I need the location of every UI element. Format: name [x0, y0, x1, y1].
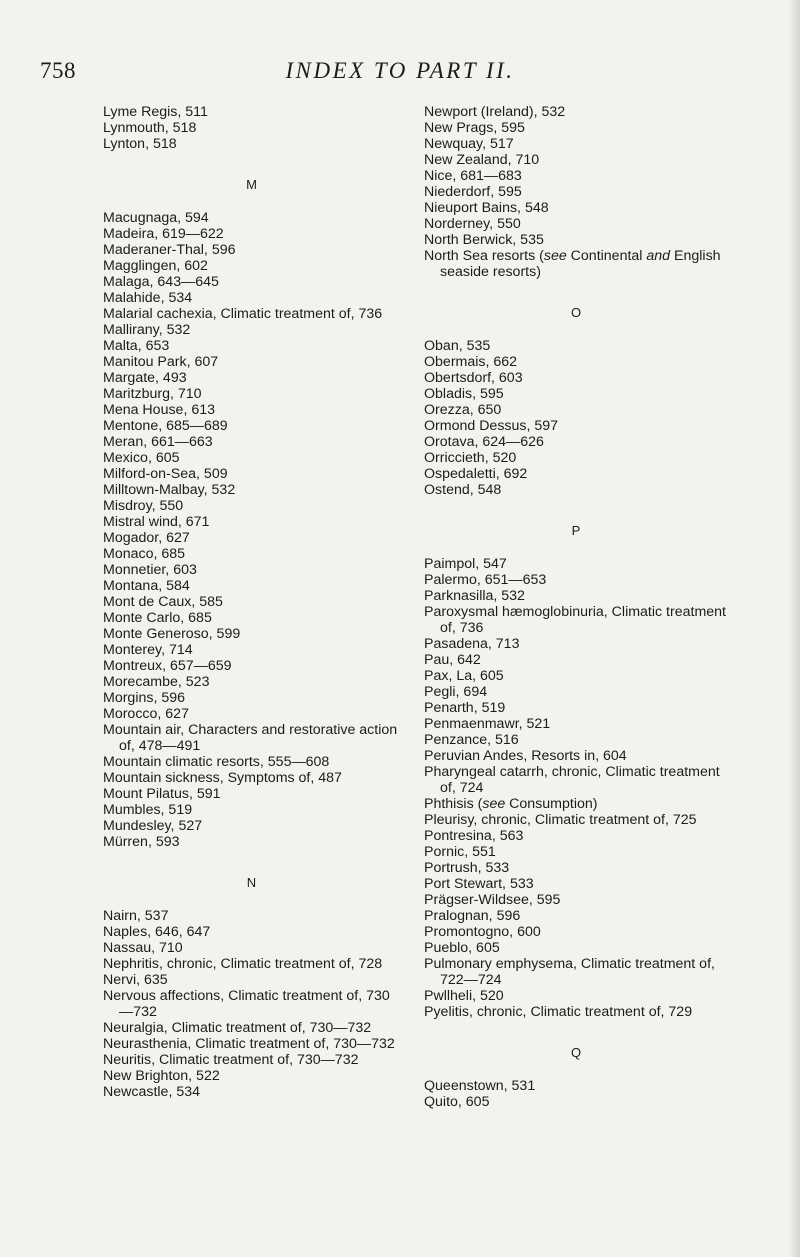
index-entry: Monte Generoso, 599 — [103, 626, 241, 642]
index-entry: Montreux, 657—659 — [103, 658, 232, 674]
index-entry: Pax, La, 605 — [424, 668, 504, 684]
index-entry: Magglingen, 602 — [103, 258, 208, 274]
index-entry — [424, 796, 728, 812]
index-entry: Pwllheli, 520 — [424, 988, 504, 1004]
index-entry: Manitou Park, 607 — [103, 354, 219, 370]
index-entry: Nephritis, chronic, Climatic treatment of, 728 — [103, 956, 383, 972]
index-entry: Mistral wind, 671 — [103, 514, 210, 530]
index-entry: Ormond Dessus, 597 — [424, 418, 559, 434]
index-entry: North Berwick, 535 — [424, 232, 544, 248]
index-entry: Nice, 681—683 — [424, 168, 522, 184]
page-number: 758 — [40, 58, 76, 83]
entry-text-part: North Sea resorts ( — [424, 248, 544, 264]
index-entry: Neuralgia, Climatic treatment of, 730—732 — [103, 1020, 372, 1036]
index-column-right — [424, 104, 728, 1110]
index-entry: Penarth, 519 — [424, 700, 506, 716]
entry-text-part: English seaside resorts) — [440, 248, 721, 280]
index-entry: Morecambe, 523 — [103, 674, 210, 690]
index-entry: Meran, 661—663 — [103, 434, 213, 450]
index-entry: Newport (Ireland), 532 — [424, 104, 566, 120]
index-entry: Monaco, 685 — [103, 546, 186, 562]
index-entry: Mumbles, 519 — [103, 802, 193, 818]
index-entry: Monterey, 714 — [103, 642, 193, 658]
index-entry: Pharyngeal catarrh, chronic, Climatic treatment of, 724 — [424, 764, 720, 796]
index-entry: Norderney, 550 — [424, 216, 521, 232]
index-entry: Mentone, 685—689 — [103, 418, 228, 434]
index-entry: New Prags, 595 — [424, 120, 525, 136]
index-entry: Madeira, 619—622 — [103, 226, 224, 242]
index-entry: Mallirany, 532 — [103, 322, 191, 338]
index-entry — [424, 248, 728, 280]
index-entry: Oban, 535 — [424, 338, 491, 354]
index-entry: Mundesley, 527 — [103, 818, 203, 834]
index-entry: Malaga, 643—645 — [103, 274, 219, 290]
index-entry: Newcastle, 534 — [103, 1084, 200, 1100]
index-entry: Orezza, 650 — [424, 402, 502, 418]
index-entry: Palermo, 651—653 — [424, 572, 547, 588]
index-entry: Nervi, 635 — [103, 972, 168, 988]
index-entry: Paimpol, 547 — [424, 556, 507, 572]
index-entry: Pontresina, 563 — [424, 828, 524, 844]
index-entry: Maritzburg, 710 — [103, 386, 202, 402]
index-entry: Mont de Caux, 585 — [103, 594, 223, 610]
index-entry: New Zealand, 710 — [424, 152, 540, 168]
index-entry: Pasadena, 713 — [424, 636, 520, 652]
section-letter: Q — [570, 1045, 582, 1060]
index-entry: Pralognan, 596 — [424, 908, 521, 924]
index-entry: Nairn, 537 — [103, 908, 169, 924]
index-entry: Pegli, 694 — [424, 684, 488, 700]
index-entry: Naples, 646, 647 — [103, 924, 211, 940]
running-title: INDEX TO PART II. — [285, 58, 515, 83]
index-entry: Promontogno, 600 — [424, 924, 541, 940]
index-entry: Pau, 642 — [424, 652, 481, 668]
index-entry: Morocco, 627 — [103, 706, 189, 722]
index-entry: Peruvian Andes, Resorts in, 604 — [424, 748, 627, 764]
index-entry: Monnetier, 603 — [103, 562, 197, 578]
index-entry: Lyme Regis, 511 — [103, 104, 208, 120]
section-letter: N — [246, 875, 257, 890]
index-entry: Milltown-Malbay, 532 — [103, 482, 236, 498]
index-entry: Mountain sickness, Symptoms of, 487 — [103, 770, 342, 786]
index-entry: Misdroy, 550 — [103, 498, 184, 514]
index-entry: Paroxysmal hæmoglobinuria, Climatic treatment of, 736 — [424, 604, 726, 636]
index-entry: Malarial cachexia, Climatic treatment of, 736 — [103, 306, 383, 322]
index-entry: Mogador, 627 — [103, 530, 190, 546]
index-entry: Morgins, 596 — [103, 690, 186, 706]
index-entry: Lynmouth, 518 — [103, 120, 197, 136]
index-entry: Mürren, 593 — [103, 834, 180, 850]
entry-italic-part: and — [646, 248, 671, 264]
index-entry: Parknasilla, 532 — [424, 588, 525, 604]
index-entry: Pornic, 551 — [424, 844, 496, 860]
index-entry: Portrush, 533 — [424, 860, 510, 876]
index-entry: Lynton, 518 — [103, 136, 177, 152]
index-entry: Montana, 584 — [103, 578, 190, 594]
index-entry: Mount Pilatus, 591 — [103, 786, 221, 802]
index-entry: Obladis, 595 — [424, 386, 504, 402]
index-entry: Pulmonary emphysema, Climatic treatment of, 722—724 — [424, 956, 715, 988]
index-entry: Nassau, 710 — [103, 940, 183, 956]
index-entry: Neurasthenia, Climatic treatment of, 730—732 — [103, 1036, 395, 1052]
index-entry: Niederdorf, 595 — [424, 184, 522, 200]
index-entry: Ospedaletti, 692 — [424, 466, 528, 482]
entry-italic-part: see — [482, 796, 506, 812]
index-column-left — [103, 104, 400, 1100]
entry-italic-part: see — [543, 248, 567, 264]
index-entry: Neuritis, Climatic treatment of, 730—732 — [103, 1052, 359, 1068]
index-entry: Nieuport Bains, 548 — [424, 200, 549, 216]
index-entry: Mena House, 613 — [103, 402, 215, 418]
index-entry: Pueblo, 605 — [424, 940, 500, 956]
index-entry: Queenstown, 531 — [424, 1078, 536, 1094]
entry-text-part: Phthisis ( — [424, 796, 483, 812]
index-entry: Obertsdorf, 603 — [424, 370, 523, 386]
index-entry: Obermais, 662 — [424, 354, 518, 370]
index-entry: Malahide, 534 — [103, 290, 193, 306]
index-entry: Orotava, 624—626 — [424, 434, 544, 450]
index-entry: Nervous affections, Climatic treatment of, 730—732 — [103, 988, 390, 1020]
index-entry: New Brighton, 522 — [103, 1068, 220, 1084]
index-entry: Mexico, 605 — [103, 450, 180, 466]
index-entry: Penzance, 516 — [424, 732, 519, 748]
index-entry: Port Stewart, 533 — [424, 876, 534, 892]
index-entry: Mountain air, Characters and restorative action of, 478—491 — [103, 722, 398, 754]
section-letter: M — [246, 177, 257, 192]
index-entry: Mountain climatic resorts, 555—608 — [103, 754, 330, 770]
index-entry: Prägser-Wildsee, 595 — [424, 892, 561, 908]
index-entry: Malta, 653 — [103, 338, 170, 354]
index-entry: Maderaner-Thal, 596 — [103, 242, 236, 258]
page-edge-shadow — [788, 0, 800, 1257]
index-entry: Macugnaga, 594 — [103, 210, 209, 226]
index-entry: Margate, 493 — [103, 370, 187, 386]
entry-text-part: Continental — [566, 248, 647, 264]
index-entry: Orriccieth, 520 — [424, 450, 517, 466]
section-letter: P — [571, 523, 581, 538]
index-entry: Quito, 605 — [424, 1094, 490, 1110]
index-entry: Pyelitis, chronic, Climatic treatment of, 729 — [424, 1004, 693, 1020]
page-header — [40, 58, 760, 98]
index-entry: Penmaenmawr, 521 — [424, 716, 551, 732]
index-entry: Newquay, 517 — [424, 136, 514, 152]
index-entry: Milford-on-Sea, 509 — [103, 466, 228, 482]
entry-text-part: Consumption) — [505, 796, 598, 812]
index-entry: Monte Carlo, 685 — [103, 610, 212, 626]
index-entry: Ostend, 548 — [424, 482, 502, 498]
index-entry: Pleurisy, chronic, Climatic treatment of, 725 — [424, 812, 697, 828]
section-letter: O — [570, 305, 582, 320]
